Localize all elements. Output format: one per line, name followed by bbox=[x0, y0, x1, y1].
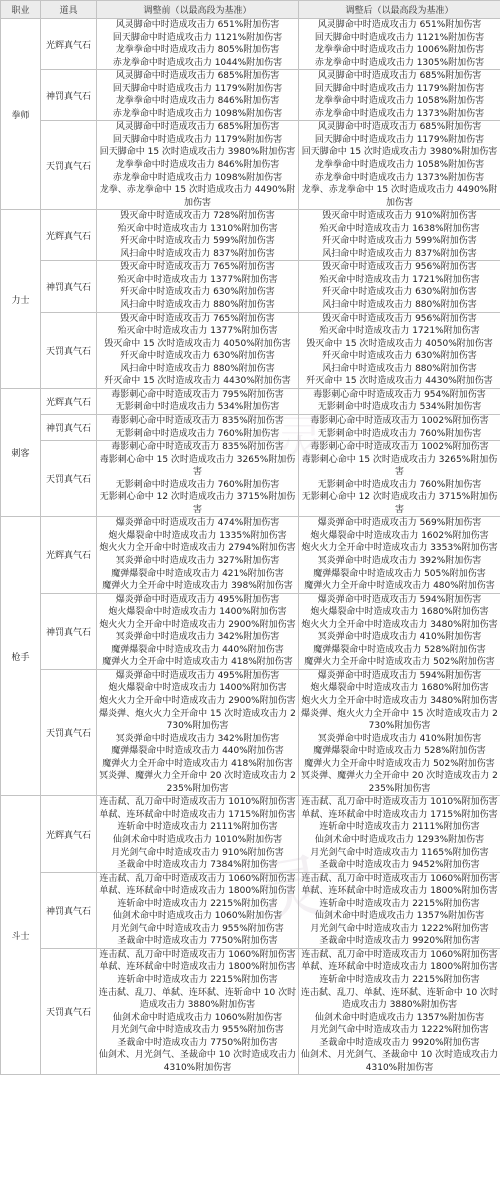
after-effect-line: 风扫命中时造成攻击力 880%附加伤害 bbox=[322, 300, 477, 311]
before-effect-line: 仙剑术命中时造成攻击力 1060%附加伤害 bbox=[112, 911, 283, 922]
after-effect-line: 无影刺心命中 12 次时造成攻击力 3715%附加伤害 bbox=[301, 492, 498, 515]
item-cell: 天罚真气石 bbox=[41, 121, 97, 210]
before-effect-line: 无影刺命中时造成攻击力 534%附加伤害 bbox=[115, 402, 280, 413]
item-cell: 天罚真气石 bbox=[41, 669, 97, 795]
table-row bbox=[1, 70, 500, 121]
before-effect-line: 回天脚命中 15 次时造成攻击力 3980%附加伤害 bbox=[99, 147, 296, 158]
after-effect-line: 风扫命中时造成攻击力 880%附加伤害 bbox=[322, 363, 477, 374]
after-effect-line: 毒影刺心命中时造成攻击力 1002%附加伤害 bbox=[310, 442, 489, 453]
before-effect-line: 风扫命中时造成攻击力 837%附加伤害 bbox=[120, 248, 275, 259]
before-effect-line: 风扫命中时造成攻击力 880%附加伤害 bbox=[120, 363, 275, 374]
after-effect-line: 炮火爆裂命中时造成攻击力 1680%附加伤害 bbox=[310, 607, 489, 618]
watermark-top: 灵 bbox=[275, 411, 325, 469]
after-effect-line: 歼灭命中时造成攻击力 630%附加伤害 bbox=[322, 287, 477, 298]
after-effect-line: 毁灭命中时造成攻击力 956%附加伤害 bbox=[322, 313, 477, 324]
before-effects-cell bbox=[97, 517, 299, 593]
before-effect-line: 风灵脚命中时造成攻击力 651%附加伤害 bbox=[115, 20, 280, 30]
before-effect-line: 毒影刺心命中时造成攻击力 835%附加伤害 bbox=[111, 442, 284, 453]
after-effect-line: 无影刺命中时造成攻击力 760%附加伤害 bbox=[317, 479, 482, 490]
after-effect-line: 爆炎弹、炮火火力全开命中 15 次时造成攻击力 2730%附加伤害 bbox=[301, 708, 498, 732]
after-effect-line: 赤龙拳命中时造成攻击力 1305%附加伤害 bbox=[314, 57, 485, 68]
before-effect-line: 殆灭命中时造成攻击力 1377%附加伤害 bbox=[117, 274, 278, 285]
before-effect-line: 毒影刺心命中时造成攻击力 795%附加伤害 bbox=[111, 389, 284, 400]
before-effect-line: 赤龙拳命中时造成攻击力 1044%附加伤害 bbox=[112, 57, 283, 68]
before-effect-line: 殆灭命中时造成攻击力 1377%附加伤害 bbox=[117, 326, 278, 337]
before-effect-line: 炮火爆裂命中时造成攻击力 1400%附加伤害 bbox=[108, 607, 287, 618]
header-item: 道具 bbox=[41, 1, 97, 19]
table-row bbox=[1, 593, 500, 669]
before-effect-line: 爆炎弹命中时造成攻击力 495%附加伤害 bbox=[115, 594, 280, 605]
before-effects-cell bbox=[97, 872, 299, 948]
item-cell: 神罚真气石 bbox=[41, 872, 97, 948]
after-effects-cell bbox=[299, 210, 500, 261]
header-job: 职业 bbox=[1, 1, 41, 19]
after-effect-line: 单弑、连环弑命中时造成攻击力 1715%附加伤害 bbox=[301, 809, 498, 820]
after-effect-line: 魔弹火力全开命中时造成攻击力 502%附加伤害 bbox=[304, 758, 495, 769]
table-row bbox=[1, 796, 500, 872]
after-effect-line: 殆灭命中时造成攻击力 1638%附加伤害 bbox=[319, 223, 480, 234]
after-effect-line: 连击弑、乱刀命中时造成攻击力 1060%附加伤害 bbox=[301, 873, 498, 884]
before-effect-line: 连斩命中时造成攻击力 2111%附加伤害 bbox=[117, 822, 278, 833]
after-effect-line: 爆炎弹命中时造成攻击力 594%附加伤害 bbox=[317, 670, 482, 681]
after-effect-line: 冥炎弹命中时造成攻击力 410%附加伤害 bbox=[317, 733, 482, 744]
after-effect-line: 歼灭命中 15 次时造成攻击力 4430%附加伤害 bbox=[306, 376, 493, 387]
after-effect-line: 魔弹爆裂命中时造成攻击力 528%附加伤害 bbox=[313, 746, 486, 757]
before-effect-line: 回天脚命中时造成攻击力 1121%附加伤害 bbox=[112, 32, 283, 43]
before-effect-line: 连击弑、乱刀命中时造成攻击力 1060%附加伤害 bbox=[99, 873, 296, 884]
before-effect-line: 赤龙拳命中时造成攻击力 1098%附加伤害 bbox=[112, 172, 283, 183]
after-effect-line: 龙拳拳命中时造成攻击力 1058%附加伤害 bbox=[314, 96, 485, 107]
before-effects-cell bbox=[97, 593, 299, 669]
after-effect-line: 回天脚命中时造成攻击力 1121%附加伤害 bbox=[314, 32, 485, 43]
before-effect-line: 风扫命中时造成攻击力 880%附加伤害 bbox=[120, 300, 275, 311]
before-effect-line: 连击弑、乱刀、单弑、连环弑、连斩命中 10 次时造成攻击力 3880%附加伤害 bbox=[98, 987, 297, 1011]
item-cell: 天罚真气石 bbox=[41, 441, 97, 517]
after-effect-line: 圣裁命中时造成攻击力 9920%附加伤害 bbox=[319, 936, 480, 947]
before-effect-line: 回天脚命中时造成攻击力 1179%附加伤害 bbox=[112, 134, 283, 145]
before-effect-line: 冥炎弹命中时造成攻击力 327%附加伤害 bbox=[115, 555, 280, 566]
after-effect-line: 歼灭命中时造成攻击力 599%附加伤害 bbox=[322, 236, 477, 247]
item-cell: 天罚真气石 bbox=[41, 948, 97, 1074]
before-effect-line: 爆炎弹命中时造成攻击力 495%附加伤害 bbox=[115, 670, 280, 681]
before-effect-line: 龙拳拳命中时造成攻击力 846%附加伤害 bbox=[115, 160, 280, 171]
before-effect-line: 炮火爆裂命中时造成攻击力 1400%附加伤害 bbox=[108, 683, 287, 694]
before-effect-line: 连击弑、乱刀命中时造成攻击力 1060%附加伤害 bbox=[99, 949, 296, 960]
after-effect-line: 冥炎弹命中时造成攻击力 392%附加伤害 bbox=[317, 555, 482, 566]
after-effect-line: 连斩命中时造成攻击力 2215%附加伤害 bbox=[319, 898, 480, 909]
item-cell: 神罚真气石 bbox=[41, 70, 97, 121]
after-effects-cell bbox=[299, 669, 500, 795]
after-effects-cell bbox=[299, 261, 500, 312]
table-row bbox=[1, 312, 500, 388]
before-effects-cell bbox=[97, 121, 299, 210]
after-effect-line: 魔弹火力全开命中时造成攻击力 502%附加伤害 bbox=[304, 657, 495, 668]
after-effect-line: 爆炎弹命中时造成攻击力 594%附加伤害 bbox=[317, 594, 482, 605]
table-row bbox=[1, 19, 500, 70]
after-effect-line: 回天脚命中时造成攻击力 1179%附加伤害 bbox=[314, 83, 485, 94]
after-effect-line: 仙剑术命中时造成攻击力 1357%附加伤害 bbox=[314, 911, 485, 922]
before-effects-cell bbox=[97, 669, 299, 795]
before-effect-line: 圣裁命中时造成攻击力 7384%附加伤害 bbox=[117, 860, 278, 871]
after-effect-line: 歼灭命中时造成攻击力 630%附加伤害 bbox=[322, 351, 477, 362]
after-effect-line: 赤龙拳命中时造成攻击力 1373%附加伤害 bbox=[314, 108, 485, 119]
before-effect-line: 连斩命中时造成攻击力 2215%附加伤害 bbox=[117, 898, 278, 909]
after-effect-line: 圣裁命中时造成攻击力 9452%附加伤害 bbox=[319, 860, 480, 871]
table-row bbox=[1, 388, 500, 414]
before-effects-cell bbox=[97, 312, 299, 388]
before-effects-cell bbox=[97, 796, 299, 872]
after-effect-line: 毒影刺心命中时造成攻击力 1002%附加伤害 bbox=[310, 415, 489, 426]
item-cell: 神罚真气石 bbox=[41, 261, 97, 312]
item-cell: 神罚真气石 bbox=[41, 593, 97, 669]
job-cell: 刺客 bbox=[1, 388, 41, 516]
after-effects-cell bbox=[299, 872, 500, 948]
before-effect-line: 魔弹火力全开命中时造成攻击力 418%附加伤害 bbox=[102, 657, 293, 668]
item-cell: 光辉真气石 bbox=[41, 19, 97, 70]
before-effect-line: 龙拳拳命中时造成攻击力 846%附加伤害 bbox=[115, 96, 280, 107]
before-effects-cell bbox=[97, 414, 299, 440]
before-effect-line: 毁灭命中 15 次时造成攻击力 4050%附加伤害 bbox=[104, 338, 291, 349]
after-effect-line: 风灵脚命中时造成攻击力 685%附加伤害 bbox=[317, 122, 482, 133]
before-effect-line: 回天脚命中时造成攻击力 1179%附加伤害 bbox=[112, 83, 283, 94]
before-effect-line: 毁灭命中时造成攻击力 728%附加伤害 bbox=[120, 211, 275, 222]
after-effect-line: 龙拳拳命中时造成攻击力 1058%附加伤害 bbox=[314, 160, 485, 171]
after-effects-cell bbox=[299, 70, 500, 121]
before-effect-line: 毁灭命中时造成攻击力 765%附加伤害 bbox=[120, 313, 275, 324]
before-effects-cell bbox=[97, 261, 299, 312]
before-effect-line: 魔弹爆裂命中时造成攻击力 440%附加伤害 bbox=[111, 644, 284, 655]
after-effect-line: 魔弹爆裂命中时造成攻击力 528%附加伤害 bbox=[313, 644, 486, 655]
before-effect-line: 圣裁命中时造成攻击力 7750%附加伤害 bbox=[117, 936, 278, 947]
item-cell: 光辉真气石 bbox=[41, 210, 97, 261]
before-effect-line: 冥炎弹命中时造成攻击力 342%附加伤害 bbox=[115, 632, 280, 643]
after-effect-line: 无影刺命中时造成攻击力 760%附加伤害 bbox=[317, 428, 482, 439]
before-effect-line: 歼灭命中时造成攻击力 630%附加伤害 bbox=[120, 351, 275, 362]
table-body bbox=[1, 19, 500, 1075]
before-effect-line: 仙剑术、月光剑气、圣裁命中 10 次时造成攻击力 4310%附加伤害 bbox=[98, 1050, 297, 1073]
before-effect-line: 风灵脚命中时造成攻击力 685%附加伤害 bbox=[115, 71, 280, 82]
after-effect-line: 月光剑气命中时造成攻击力 1165%附加伤害 bbox=[310, 847, 489, 858]
before-effects-cell bbox=[97, 19, 299, 70]
before-effect-line: 月光剑气命中时造成攻击力 955%附加伤害 bbox=[111, 923, 284, 934]
job-cell: 枪手 bbox=[1, 517, 41, 796]
before-effect-line: 无影刺命中时造成攻击力 760%附加伤害 bbox=[115, 479, 280, 490]
after-effects-cell bbox=[299, 948, 500, 1074]
after-effect-line: 冥炎弹命中时造成攻击力 410%附加伤害 bbox=[317, 632, 482, 643]
before-effect-line: 仙剑术命中时造成攻击力 1060%附加伤害 bbox=[112, 1012, 283, 1023]
header-before: 调整前（以最高段为基准） bbox=[97, 1, 299, 19]
after-effect-line: 毁灭命中时造成攻击力 956%附加伤害 bbox=[322, 262, 477, 273]
table-row bbox=[1, 517, 500, 593]
after-effect-line: 毁灭命中时造成攻击力 910%附加伤害 bbox=[322, 211, 477, 222]
before-effect-line: 魔弹爆裂命中时造成攻击力 421%附加伤害 bbox=[111, 568, 284, 579]
after-effect-line: 魔弹爆裂命中时造成攻击力 505%附加伤害 bbox=[313, 568, 486, 579]
after-effects-cell bbox=[299, 796, 500, 872]
before-effect-line: 爆炎弹命中时造成攻击力 474%附加伤害 bbox=[115, 518, 280, 529]
after-effect-line: 毒影刺心命中 15 次时造成攻击力 3265%附加伤害 bbox=[301, 454, 498, 478]
before-effect-line: 魔弹爆裂命中时造成攻击力 440%附加伤害 bbox=[111, 746, 284, 757]
before-effect-line: 歼灭命中时造成攻击力 630%附加伤害 bbox=[120, 287, 275, 298]
before-effect-line: 龙拳、赤龙拳命中 15 次时造成攻击力 4490%附加伤害 bbox=[99, 185, 296, 208]
after-effects-cell bbox=[299, 312, 500, 388]
table-row bbox=[1, 121, 500, 210]
before-effect-line: 单弑、连环弑命中时造成攻击力 1800%附加伤害 bbox=[99, 962, 296, 973]
table-row bbox=[1, 669, 500, 795]
table-row bbox=[1, 948, 500, 1074]
table-row bbox=[1, 210, 500, 261]
after-effect-line: 赤龙拳命中时造成攻击力 1373%附加伤害 bbox=[314, 172, 485, 183]
after-effect-line: 仙剑术、月光剑气、圣裁命中 10 次时造成攻击力 4310%附加伤害 bbox=[300, 1050, 499, 1073]
before-effect-line: 风灵脚命中时造成攻击力 685%附加伤害 bbox=[115, 122, 280, 133]
header-row bbox=[1, 1, 500, 19]
table-row bbox=[1, 441, 500, 517]
item-cell: 天罚真气石 bbox=[41, 312, 97, 388]
after-effect-line: 龙拳、赤龙拳命中 15 次时造成攻击力 4490%附加伤害 bbox=[301, 185, 498, 208]
before-effects-cell bbox=[97, 948, 299, 1074]
after-effect-line: 炮火火力全开命中时造成攻击力 3480%附加伤害 bbox=[301, 695, 498, 706]
before-effect-line: 圣裁命中时造成攻击力 7750%附加伤害 bbox=[117, 1037, 278, 1048]
table-row bbox=[1, 261, 500, 312]
before-effect-line: 无影刺命中时造成攻击力 760%附加伤害 bbox=[115, 428, 280, 439]
before-effect-line: 单弑、连环弑命中时造成攻击力 1715%附加伤害 bbox=[99, 809, 296, 820]
before-effect-line: 爆炎弹、炮火火力全开命中 15 次时造成攻击力 2730%附加伤害 bbox=[99, 708, 296, 732]
after-effect-line: 仙剑术命中时造成攻击力 1357%附加伤害 bbox=[314, 1012, 485, 1023]
after-effects-cell bbox=[299, 441, 500, 517]
after-effect-line: 龙拳拳命中时造成攻击力 1006%附加伤害 bbox=[314, 45, 485, 56]
after-effect-line: 单弑、连环弑命中时造成攻击力 1800%附加伤害 bbox=[301, 886, 498, 897]
before-effect-line: 月光剑气命中时造成攻击力 910%附加伤害 bbox=[111, 847, 284, 858]
after-effect-line: 风扫命中时造成攻击力 837%附加伤害 bbox=[322, 248, 477, 259]
after-effect-line: 回天脚命中时造成攻击力 1179%附加伤害 bbox=[314, 134, 485, 145]
before-effect-line: 冥炎弹、魔弹火力全开命中 20 次时造成攻击力 2235%附加伤害 bbox=[99, 771, 296, 794]
after-effect-line: 无影刺命中时造成攻击力 534%附加伤害 bbox=[317, 402, 482, 413]
before-effect-line: 单弑、连环弑命中时造成攻击力 1800%附加伤害 bbox=[99, 886, 296, 897]
before-effect-line: 毒影刺心命中时造成攻击力 835%附加伤害 bbox=[111, 415, 284, 426]
job-cell: 拳师 bbox=[1, 19, 41, 210]
table-row bbox=[1, 414, 500, 440]
before-effect-line: 毒影刺心命中 15 次时造成攻击力 3265%附加伤害 bbox=[99, 454, 296, 478]
before-effect-line: 无影刺心命中 12 次时造成攻击力 3715%附加伤害 bbox=[99, 492, 296, 515]
after-effect-line: 连击弑、乱刀命中时造成攻击力 1060%附加伤害 bbox=[301, 949, 498, 960]
before-effect-line: 炮火火力全开命中时造成攻击力 2900%附加伤害 bbox=[99, 619, 296, 630]
after-effect-line: 风灵脚命中时造成攻击力 651%附加伤害 bbox=[317, 20, 482, 30]
before-effect-line: 连斩命中时造成攻击力 2215%附加伤害 bbox=[117, 975, 278, 986]
after-effect-line: 单弑、连环弑命中时造成攻击力 1800%附加伤害 bbox=[301, 962, 498, 973]
after-effect-line: 炮火火力全开命中时造成攻击力 3480%附加伤害 bbox=[301, 619, 498, 630]
before-effect-line: 毁灭命中时造成攻击力 765%附加伤害 bbox=[120, 262, 275, 273]
before-effects-cell bbox=[97, 388, 299, 414]
after-effect-line: 月光剑气命中时造成攻击力 1222%附加伤害 bbox=[310, 923, 489, 934]
after-effect-line: 爆炎弹命中时造成攻击力 569%附加伤害 bbox=[317, 518, 482, 529]
after-effect-line: 月光剑气命中时造成攻击力 1222%附加伤害 bbox=[310, 1025, 489, 1036]
before-effects-cell bbox=[97, 210, 299, 261]
item-cell: 光辉真气石 bbox=[41, 517, 97, 593]
before-effect-line: 月光剑气命中时造成攻击力 955%附加伤害 bbox=[111, 1025, 284, 1036]
table-row bbox=[1, 872, 500, 948]
after-effect-line: 冥炎弹、魔弹火力全开命中 20 次时造成攻击力 2235%附加伤害 bbox=[301, 771, 498, 794]
after-effect-line: 连斩命中时造成攻击力 2215%附加伤害 bbox=[319, 975, 480, 986]
before-effect-line: 歼灭命中 15 次时造成攻击力 4430%附加伤害 bbox=[104, 376, 291, 387]
after-effect-line: 连斩命中时造成攻击力 2111%附加伤害 bbox=[319, 822, 480, 833]
before-effect-line: 殆灭命中时造成攻击力 1310%附加伤害 bbox=[117, 223, 278, 234]
before-effect-line: 连击弑、乱刀命中时造成攻击力 1010%附加伤害 bbox=[99, 797, 296, 808]
after-effect-line: 圣裁命中时造成攻击力 9920%附加伤害 bbox=[319, 1037, 480, 1048]
after-effects-cell bbox=[299, 414, 500, 440]
before-effect-line: 歼灭命中时造成攻击力 599%附加伤害 bbox=[120, 236, 275, 247]
after-effect-line: 毁灭命中 15 次时造成攻击力 4050%附加伤害 bbox=[306, 338, 493, 349]
after-effect-line: 回天脚命中 15 次时造成攻击力 3980%附加伤害 bbox=[301, 147, 498, 158]
after-effects-cell bbox=[299, 121, 500, 210]
watermark-bottom: 灵 bbox=[249, 844, 333, 938]
after-effect-line: 炮火爆裂命中时造成攻击力 1602%附加伤害 bbox=[310, 530, 489, 541]
after-effects-cell bbox=[299, 593, 500, 669]
after-effect-line: 风灵脚命中时造成攻击力 685%附加伤害 bbox=[317, 71, 482, 82]
before-effect-line: 炮火火力全开命中时造成攻击力 2794%附加伤害 bbox=[99, 543, 296, 554]
job-cell: 力士 bbox=[1, 210, 41, 389]
item-cell: 光辉真气石 bbox=[41, 796, 97, 872]
after-effect-line: 炮火火力全开命中时造成攻击力 3353%附加伤害 bbox=[301, 543, 498, 554]
before-effect-line: 魔弹火力全开命中时造成攻击力 398%附加伤害 bbox=[102, 581, 293, 592]
after-effect-line: 殆灭命中时造成攻击力 1721%附加伤害 bbox=[319, 274, 480, 285]
after-effects-cell bbox=[299, 517, 500, 593]
after-effect-line: 连击弑、乱刀命中时造成攻击力 1010%附加伤害 bbox=[301, 797, 498, 808]
item-cell: 神罚真气石 bbox=[41, 414, 97, 440]
before-effects-cell bbox=[97, 441, 299, 517]
after-effect-line: 魔弹火力全开命中时造成攻击力 480%附加伤害 bbox=[304, 581, 495, 592]
header-after: 调整后（以最高段为基准） bbox=[299, 1, 500, 19]
after-effects-cell bbox=[299, 19, 500, 70]
before-effect-line: 炮火爆裂命中时造成攻击力 1335%附加伤害 bbox=[108, 530, 287, 541]
before-effect-line: 冥炎弹命中时造成攻击力 342%附加伤害 bbox=[115, 733, 280, 744]
before-effect-line: 仙剑术命中时造成攻击力 1010%附加伤害 bbox=[112, 835, 283, 845]
before-effects-cell bbox=[97, 70, 299, 121]
after-effect-line: 仙剑术命中时造成攻击力 1293%附加伤害 bbox=[314, 835, 485, 845]
after-effects-cell bbox=[299, 388, 500, 414]
after-effect-line: 连击弑、乱刀、单弑、连环弑、连斩命中 10 次时造成攻击力 3880%附加伤害 bbox=[300, 987, 499, 1011]
job-cell: 斗士 bbox=[1, 796, 41, 1075]
item-cell: 光辉真气石 bbox=[41, 388, 97, 414]
before-effect-line: 魔弹火力全开命中时造成攻击力 418%附加伤害 bbox=[102, 758, 293, 769]
before-effect-line: 龙拳拳命中时造成攻击力 805%附加伤害 bbox=[115, 45, 280, 56]
before-effect-line: 赤龙拳命中时造成攻击力 1098%附加伤害 bbox=[112, 108, 283, 119]
after-effect-line: 殆灭命中时造成攻击力 1721%附加伤害 bbox=[319, 326, 480, 337]
after-effect-line: 毒影刺心命中时造成攻击力 954%附加伤害 bbox=[313, 389, 486, 400]
before-effect-line: 炮火火力全开命中时造成攻击力 2900%附加伤害 bbox=[99, 695, 296, 706]
after-effect-line: 炮火爆裂命中时造成攻击力 1680%附加伤害 bbox=[310, 683, 489, 694]
